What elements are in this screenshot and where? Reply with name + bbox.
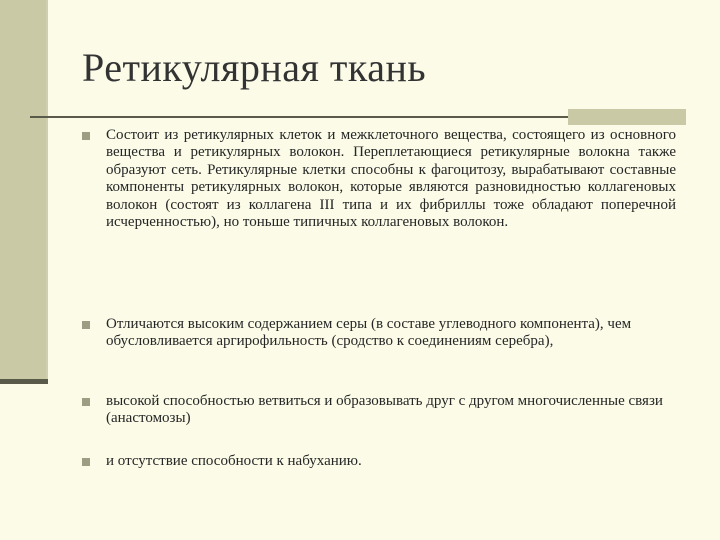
- bullet-item: [82, 393, 676, 428]
- bullet-text: Отличаются высоким содержанием серы (в составе углеводного компонента), чем обусловливается аргирофильность (сродство к соединениям серебра),: [106, 316, 632, 350]
- left-decorative-bar: [0, 0, 46, 384]
- square-bullet-icon: [82, 132, 90, 140]
- bullet-item: [82, 316, 676, 351]
- bullet-text: и отсутствие способности к набуханию.: [106, 453, 362, 469]
- bullet-item: [82, 453, 676, 470]
- bullet-item: [82, 127, 676, 231]
- title-accent-block: [568, 109, 686, 125]
- square-bullet-icon: [82, 321, 90, 329]
- slide-title: Ретикулярная ткань: [82, 45, 427, 90]
- square-bullet-icon: [82, 458, 90, 466]
- bullet-text: Состоит из ретикулярных клеток и межклеточного вещества, состоящего из основного вещества и ретикулярных волокон. Переплетающиеся ретикулярные волокна также образуют сеть. Ретикулярные клетки способны к фагоцитозу, вырабатывают составные компоненты ретикулярных волокон, которые являются разновидностью коллагеновых волокон (состоят из коллагена III типа и их фибриллы тоже обладают поперечной исчерченностью), но тоньше типичных коллагеновых волокон.: [106, 127, 676, 231]
- left-bar-edge: [46, 0, 48, 384]
- bullet-text: высокой способностью ветвиться и образовывать друг с другом многочисленные связи (анастомозы): [106, 393, 663, 427]
- square-bullet-icon: [82, 398, 90, 406]
- left-bar-bottom-line: [0, 379, 48, 384]
